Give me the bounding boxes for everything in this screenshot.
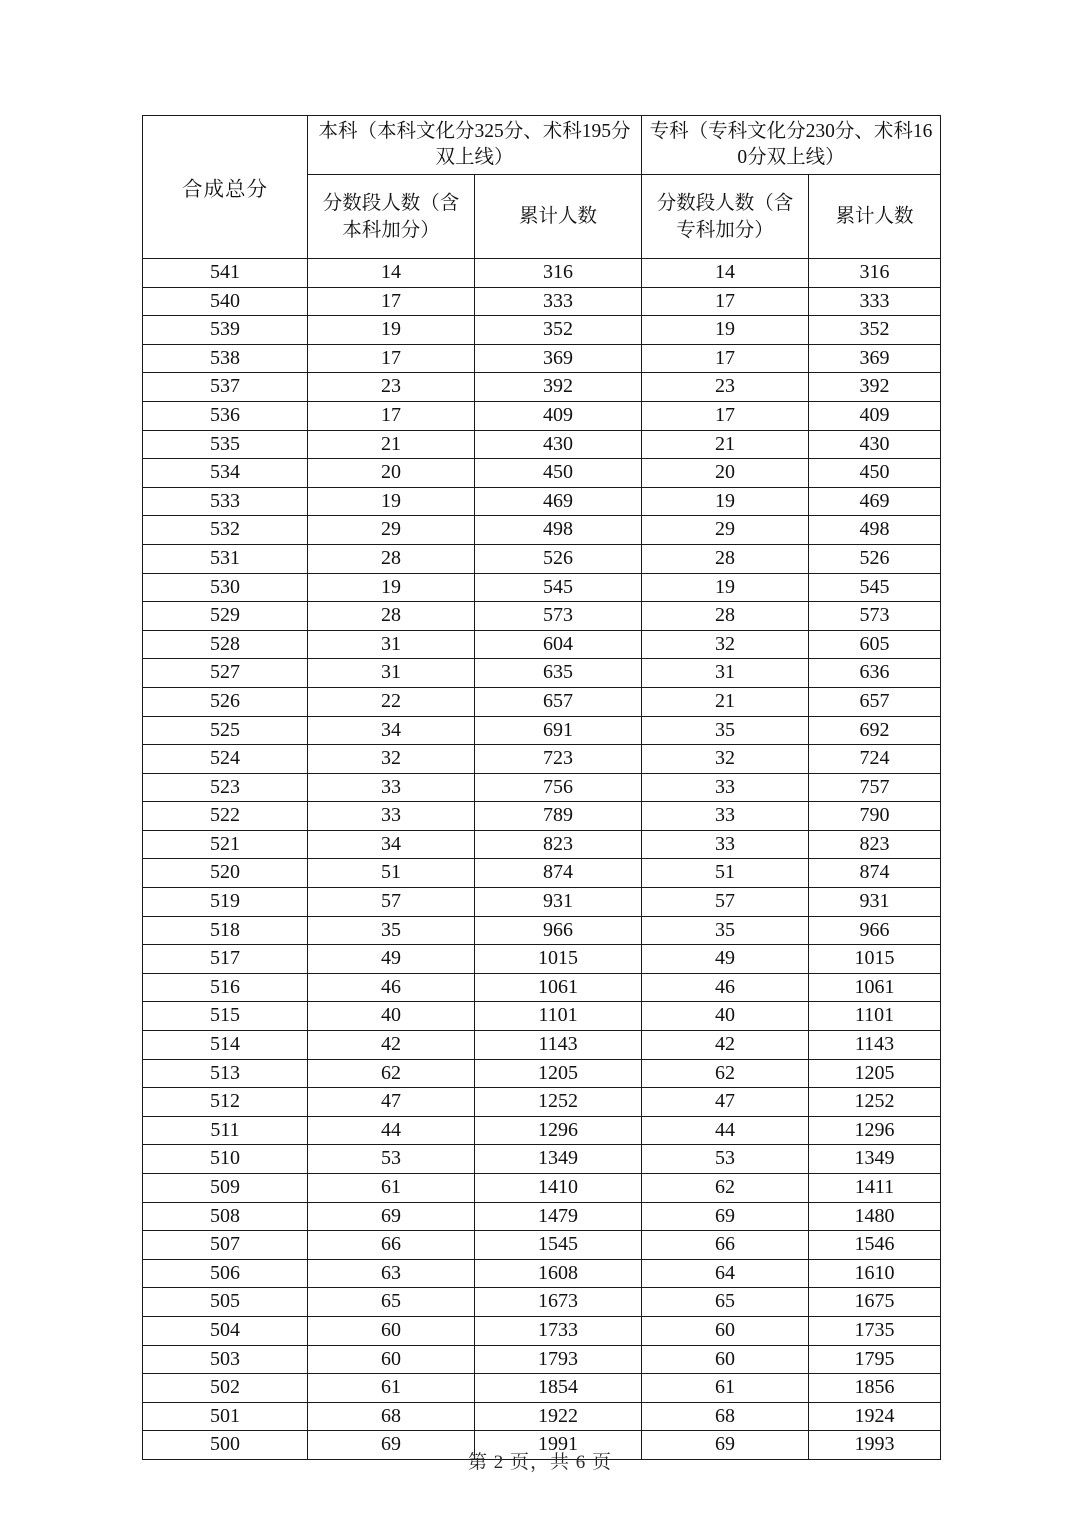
cell-undergraduate-cumulative: 1608 bbox=[475, 1259, 642, 1288]
table-row bbox=[143, 1288, 941, 1317]
cell-vocational-cumulative: 1015 bbox=[809, 945, 941, 974]
cell-vocational-segment-count: 69 bbox=[642, 1431, 809, 1460]
column-group-header-undergraduate bbox=[308, 116, 642, 175]
cell-vocational-cumulative: 823 bbox=[809, 830, 941, 859]
cell-vocational-segment-count: 57 bbox=[642, 888, 809, 917]
cell-total-score: 507 bbox=[143, 1231, 308, 1260]
cell-undergraduate-segment-count: 42 bbox=[308, 1031, 475, 1060]
cell-undergraduate-cumulative: 1410 bbox=[475, 1174, 642, 1203]
column-header-vocational-segment-count bbox=[642, 175, 809, 259]
cell-total-score: 532 bbox=[143, 516, 308, 545]
page-footer: 第 2 页，共 6 页 bbox=[467, 1452, 612, 1473]
table-row bbox=[143, 1002, 941, 1031]
cell-undergraduate-cumulative: 333 bbox=[475, 287, 642, 316]
cell-undergraduate-cumulative: 316 bbox=[475, 259, 642, 288]
cell-vocational-segment-count: 61 bbox=[642, 1374, 809, 1403]
cell-undergraduate-cumulative: 635 bbox=[475, 659, 642, 688]
cell-undergraduate-cumulative: 723 bbox=[475, 745, 642, 774]
cell-total-score: 513 bbox=[143, 1059, 308, 1088]
column-header-undergraduate-cumulative-label: 累计人数 bbox=[519, 206, 598, 227]
cell-vocational-segment-count: 65 bbox=[642, 1288, 809, 1317]
cell-total-score: 539 bbox=[143, 316, 308, 345]
cell-undergraduate-segment-count: 33 bbox=[308, 773, 475, 802]
table-row bbox=[143, 259, 941, 288]
cell-vocational-cumulative: 605 bbox=[809, 630, 941, 659]
cell-vocational-cumulative: 1411 bbox=[809, 1174, 941, 1203]
table-row bbox=[143, 373, 941, 402]
cell-undergraduate-segment-count: 20 bbox=[308, 459, 475, 488]
cell-vocational-cumulative: 392 bbox=[809, 373, 941, 402]
cell-vocational-cumulative: 692 bbox=[809, 716, 941, 745]
cell-undergraduate-cumulative: 1991 bbox=[475, 1431, 642, 1460]
cell-vocational-cumulative: 430 bbox=[809, 430, 941, 459]
cell-undergraduate-segment-count: 68 bbox=[308, 1402, 475, 1431]
cell-vocational-cumulative: 1101 bbox=[809, 1002, 941, 1031]
cell-vocational-cumulative: 498 bbox=[809, 516, 941, 545]
cell-undergraduate-segment-count: 66 bbox=[308, 1231, 475, 1260]
column-header-undergraduate-segment-count-label: 分数段人数（含本科加分） bbox=[322, 192, 460, 241]
cell-vocational-segment-count: 62 bbox=[642, 1174, 809, 1203]
column-header-total-score: 合成总分 bbox=[143, 116, 308, 259]
cell-vocational-cumulative: 1924 bbox=[809, 1402, 941, 1431]
cell-vocational-cumulative: 757 bbox=[809, 773, 941, 802]
cell-vocational-cumulative: 316 bbox=[809, 259, 941, 288]
cell-undergraduate-cumulative: 1922 bbox=[475, 1402, 642, 1431]
cell-vocational-segment-count: 23 bbox=[642, 373, 809, 402]
cell-undergraduate-segment-count: 23 bbox=[308, 373, 475, 402]
cell-vocational-segment-count: 21 bbox=[642, 687, 809, 716]
cell-vocational-segment-count: 20 bbox=[642, 459, 809, 488]
cell-undergraduate-cumulative: 450 bbox=[475, 459, 642, 488]
cell-vocational-cumulative: 790 bbox=[809, 802, 941, 831]
cell-undergraduate-cumulative: 1061 bbox=[475, 973, 642, 1002]
cell-vocational-segment-count: 62 bbox=[642, 1059, 809, 1088]
cell-vocational-cumulative: 1546 bbox=[809, 1231, 941, 1260]
cell-vocational-segment-count: 51 bbox=[642, 859, 809, 888]
cell-undergraduate-cumulative: 1793 bbox=[475, 1345, 642, 1374]
cell-undergraduate-segment-count: 17 bbox=[308, 287, 475, 316]
cell-total-score: 534 bbox=[143, 459, 308, 488]
cell-vocational-segment-count: 17 bbox=[642, 344, 809, 373]
table-row bbox=[143, 687, 941, 716]
cell-undergraduate-cumulative: 789 bbox=[475, 802, 642, 831]
cell-undergraduate-cumulative: 545 bbox=[475, 573, 642, 602]
cell-undergraduate-segment-count: 19 bbox=[308, 573, 475, 602]
cell-vocational-cumulative: 573 bbox=[809, 602, 941, 631]
cell-vocational-segment-count: 33 bbox=[642, 830, 809, 859]
table-row bbox=[143, 659, 941, 688]
cell-undergraduate-cumulative: 931 bbox=[475, 888, 642, 917]
table-row bbox=[143, 945, 941, 974]
cell-undergraduate-segment-count: 33 bbox=[308, 802, 475, 831]
table-row bbox=[143, 745, 941, 774]
table-row bbox=[143, 773, 941, 802]
table-row bbox=[143, 1316, 941, 1345]
table-row bbox=[143, 316, 941, 345]
cell-total-score: 505 bbox=[143, 1288, 308, 1317]
cell-undergraduate-segment-count: 47 bbox=[308, 1088, 475, 1117]
cell-undergraduate-cumulative: 1101 bbox=[475, 1002, 642, 1031]
table-row bbox=[143, 401, 941, 430]
cell-undergraduate-segment-count: 49 bbox=[308, 945, 475, 974]
cell-vocational-segment-count: 14 bbox=[642, 259, 809, 288]
cell-total-score: 502 bbox=[143, 1374, 308, 1403]
cell-vocational-cumulative: 1675 bbox=[809, 1288, 941, 1317]
cell-total-score: 523 bbox=[143, 773, 308, 802]
cell-undergraduate-segment-count: 32 bbox=[308, 745, 475, 774]
table-row bbox=[143, 1202, 941, 1231]
cell-vocational-segment-count: 60 bbox=[642, 1345, 809, 1374]
cell-undergraduate-segment-count: 22 bbox=[308, 687, 475, 716]
cell-undergraduate-segment-count: 34 bbox=[308, 716, 475, 745]
cell-undergraduate-segment-count: 60 bbox=[308, 1316, 475, 1345]
cell-vocational-cumulative: 1349 bbox=[809, 1145, 941, 1174]
cell-vocational-segment-count: 19 bbox=[642, 573, 809, 602]
cell-vocational-segment-count: 28 bbox=[642, 544, 809, 573]
cell-total-score: 519 bbox=[143, 888, 308, 917]
cell-vocational-cumulative: 966 bbox=[809, 916, 941, 945]
cell-undergraduate-cumulative: 369 bbox=[475, 344, 642, 373]
cell-undergraduate-segment-count: 53 bbox=[308, 1145, 475, 1174]
cell-undergraduate-segment-count: 19 bbox=[308, 487, 475, 516]
cell-undergraduate-segment-count: 34 bbox=[308, 830, 475, 859]
cell-total-score: 530 bbox=[143, 573, 308, 602]
score-distribution-table bbox=[142, 115, 941, 1460]
cell-total-score: 520 bbox=[143, 859, 308, 888]
cell-total-score: 509 bbox=[143, 1174, 308, 1203]
column-header-vocational-cumulative-label: 累计人数 bbox=[835, 206, 914, 227]
cell-undergraduate-segment-count: 21 bbox=[308, 430, 475, 459]
cell-vocational-segment-count: 17 bbox=[642, 287, 809, 316]
cell-undergraduate-cumulative: 1143 bbox=[475, 1031, 642, 1060]
cell-vocational-cumulative: 1205 bbox=[809, 1059, 941, 1088]
cell-vocational-segment-count: 66 bbox=[642, 1231, 809, 1260]
cell-vocational-cumulative: 1296 bbox=[809, 1116, 941, 1145]
table-row bbox=[143, 1031, 941, 1060]
table-body bbox=[143, 259, 941, 1460]
cell-undergraduate-segment-count: 65 bbox=[308, 1288, 475, 1317]
cell-total-score: 524 bbox=[143, 745, 308, 774]
cell-vocational-segment-count: 32 bbox=[642, 630, 809, 659]
cell-undergraduate-segment-count: 44 bbox=[308, 1116, 475, 1145]
table-row bbox=[143, 430, 941, 459]
cell-vocational-segment-count: 69 bbox=[642, 1202, 809, 1231]
cell-total-score: 504 bbox=[143, 1316, 308, 1345]
cell-undergraduate-segment-count: 29 bbox=[308, 516, 475, 545]
cell-vocational-segment-count: 32 bbox=[642, 745, 809, 774]
cell-undergraduate-cumulative: 756 bbox=[475, 773, 642, 802]
cell-total-score: 528 bbox=[143, 630, 308, 659]
cell-undergraduate-segment-count: 61 bbox=[308, 1174, 475, 1203]
table-row bbox=[143, 487, 941, 516]
score-distribution-table-container bbox=[142, 115, 940, 1460]
cell-vocational-segment-count: 53 bbox=[642, 1145, 809, 1174]
cell-undergraduate-segment-count: 19 bbox=[308, 316, 475, 345]
cell-undergraduate-segment-count: 63 bbox=[308, 1259, 475, 1288]
cell-vocational-segment-count: 68 bbox=[642, 1402, 809, 1431]
cell-undergraduate-segment-count: 31 bbox=[308, 659, 475, 688]
cell-undergraduate-segment-count: 61 bbox=[308, 1374, 475, 1403]
cell-undergraduate-cumulative: 657 bbox=[475, 687, 642, 716]
table-row bbox=[143, 516, 941, 545]
cell-total-score: 541 bbox=[143, 259, 308, 288]
cell-undergraduate-cumulative: 966 bbox=[475, 916, 642, 945]
column-header-undergraduate-cumulative bbox=[475, 175, 642, 259]
cell-vocational-cumulative: 369 bbox=[809, 344, 941, 373]
table-row bbox=[143, 544, 941, 573]
cell-undergraduate-segment-count: 57 bbox=[308, 888, 475, 917]
cell-undergraduate-segment-count: 51 bbox=[308, 859, 475, 888]
cell-undergraduate-segment-count: 40 bbox=[308, 1002, 475, 1031]
table-header bbox=[143, 116, 941, 259]
cell-vocational-cumulative: 1610 bbox=[809, 1259, 941, 1288]
cell-vocational-segment-count: 35 bbox=[642, 916, 809, 945]
table-row bbox=[143, 1174, 941, 1203]
table-row bbox=[143, 859, 941, 888]
cell-undergraduate-cumulative: 498 bbox=[475, 516, 642, 545]
cell-total-score: 515 bbox=[143, 1002, 308, 1031]
cell-total-score: 514 bbox=[143, 1031, 308, 1060]
cell-total-score: 533 bbox=[143, 487, 308, 516]
cell-vocational-cumulative: 636 bbox=[809, 659, 941, 688]
table-row bbox=[143, 1402, 941, 1431]
cell-undergraduate-segment-count: 17 bbox=[308, 401, 475, 430]
cell-total-score: 510 bbox=[143, 1145, 308, 1174]
cell-total-score: 538 bbox=[143, 344, 308, 373]
cell-undergraduate-cumulative: 1479 bbox=[475, 1202, 642, 1231]
cell-undergraduate-cumulative: 469 bbox=[475, 487, 642, 516]
table-row bbox=[143, 1259, 941, 1288]
cell-vocational-segment-count: 44 bbox=[642, 1116, 809, 1145]
cell-undergraduate-cumulative: 430 bbox=[475, 430, 642, 459]
cell-vocational-segment-count: 28 bbox=[642, 602, 809, 631]
table-row bbox=[143, 1374, 941, 1403]
cell-vocational-segment-count: 49 bbox=[642, 945, 809, 974]
cell-undergraduate-segment-count: 17 bbox=[308, 344, 475, 373]
table-row bbox=[143, 1345, 941, 1374]
cell-total-score: 503 bbox=[143, 1345, 308, 1374]
cell-total-score: 525 bbox=[143, 716, 308, 745]
cell-vocational-cumulative: 1856 bbox=[809, 1374, 941, 1403]
cell-total-score: 526 bbox=[143, 687, 308, 716]
cell-undergraduate-cumulative: 1252 bbox=[475, 1088, 642, 1117]
cell-vocational-segment-count: 33 bbox=[642, 773, 809, 802]
column-header-undergraduate-segment-count bbox=[308, 175, 475, 259]
cell-undergraduate-cumulative: 392 bbox=[475, 373, 642, 402]
table-row bbox=[143, 573, 941, 602]
cell-undergraduate-cumulative: 1296 bbox=[475, 1116, 642, 1145]
cell-undergraduate-cumulative: 573 bbox=[475, 602, 642, 631]
cell-vocational-cumulative: 545 bbox=[809, 573, 941, 602]
cell-undergraduate-cumulative: 691 bbox=[475, 716, 642, 745]
cell-vocational-segment-count: 29 bbox=[642, 516, 809, 545]
cell-undergraduate-segment-count: 69 bbox=[308, 1431, 475, 1460]
cell-undergraduate-cumulative: 352 bbox=[475, 316, 642, 345]
table-row bbox=[143, 1231, 941, 1260]
table-row bbox=[143, 630, 941, 659]
cell-vocational-segment-count: 19 bbox=[642, 316, 809, 345]
table-row bbox=[143, 1116, 941, 1145]
column-header-vocational-segment-count-label: 分数段人数（含专科加分） bbox=[656, 192, 794, 241]
cell-vocational-segment-count: 33 bbox=[642, 802, 809, 831]
cell-vocational-segment-count: 19 bbox=[642, 487, 809, 516]
cell-vocational-segment-count: 40 bbox=[642, 1002, 809, 1031]
cell-total-score: 536 bbox=[143, 401, 308, 430]
cell-total-score: 506 bbox=[143, 1259, 308, 1288]
cell-total-score: 537 bbox=[143, 373, 308, 402]
cell-vocational-cumulative: 1061 bbox=[809, 973, 941, 1002]
cell-undergraduate-cumulative: 1545 bbox=[475, 1231, 642, 1260]
cell-total-score: 529 bbox=[143, 602, 308, 631]
cell-undergraduate-segment-count: 28 bbox=[308, 602, 475, 631]
cell-total-score: 518 bbox=[143, 916, 308, 945]
cell-vocational-segment-count: 17 bbox=[642, 401, 809, 430]
cell-undergraduate-cumulative: 1733 bbox=[475, 1316, 642, 1345]
table-row bbox=[143, 830, 941, 859]
table-row bbox=[143, 1145, 941, 1174]
cell-undergraduate-segment-count: 31 bbox=[308, 630, 475, 659]
cell-vocational-cumulative: 333 bbox=[809, 287, 941, 316]
table-row bbox=[143, 916, 941, 945]
table-row bbox=[143, 1059, 941, 1088]
cell-vocational-cumulative: 1252 bbox=[809, 1088, 941, 1117]
cell-undergraduate-cumulative: 409 bbox=[475, 401, 642, 430]
cell-vocational-cumulative: 526 bbox=[809, 544, 941, 573]
cell-undergraduate-segment-count: 28 bbox=[308, 544, 475, 573]
cell-total-score: 535 bbox=[143, 430, 308, 459]
cell-vocational-cumulative: 657 bbox=[809, 687, 941, 716]
table-row bbox=[143, 888, 941, 917]
cell-vocational-cumulative: 1735 bbox=[809, 1316, 941, 1345]
cell-vocational-segment-count: 60 bbox=[642, 1316, 809, 1345]
cell-undergraduate-segment-count: 46 bbox=[308, 973, 475, 1002]
cell-vocational-cumulative: 1795 bbox=[809, 1345, 941, 1374]
cell-undergraduate-cumulative: 604 bbox=[475, 630, 642, 659]
cell-vocational-cumulative: 1480 bbox=[809, 1202, 941, 1231]
cell-undergraduate-cumulative: 1015 bbox=[475, 945, 642, 974]
table-row bbox=[143, 344, 941, 373]
table-row bbox=[143, 459, 941, 488]
cell-total-score: 517 bbox=[143, 945, 308, 974]
cell-total-score: 527 bbox=[143, 659, 308, 688]
cell-total-score: 531 bbox=[143, 544, 308, 573]
cell-total-score: 522 bbox=[143, 802, 308, 831]
cell-vocational-segment-count: 31 bbox=[642, 659, 809, 688]
cell-undergraduate-cumulative: 823 bbox=[475, 830, 642, 859]
cell-total-score: 516 bbox=[143, 973, 308, 1002]
table-header-group-row bbox=[143, 116, 941, 175]
cell-vocational-segment-count: 46 bbox=[642, 973, 809, 1002]
cell-undergraduate-cumulative: 1854 bbox=[475, 1374, 642, 1403]
cell-undergraduate-cumulative: 526 bbox=[475, 544, 642, 573]
cell-total-score: 521 bbox=[143, 830, 308, 859]
cell-vocational-cumulative: 931 bbox=[809, 888, 941, 917]
cell-vocational-segment-count: 21 bbox=[642, 430, 809, 459]
cell-undergraduate-cumulative: 874 bbox=[475, 859, 642, 888]
column-header-vocational-cumulative bbox=[809, 175, 941, 259]
cell-undergraduate-segment-count: 69 bbox=[308, 1202, 475, 1231]
cell-vocational-cumulative: 1143 bbox=[809, 1031, 941, 1060]
cell-vocational-segment-count: 64 bbox=[642, 1259, 809, 1288]
cell-vocational-segment-count: 47 bbox=[642, 1088, 809, 1117]
cell-total-score: 512 bbox=[143, 1088, 308, 1117]
cell-undergraduate-segment-count: 35 bbox=[308, 916, 475, 945]
cell-undergraduate-segment-count: 60 bbox=[308, 1345, 475, 1374]
cell-total-score: 501 bbox=[143, 1402, 308, 1431]
column-group-header-vocational bbox=[642, 116, 941, 175]
cell-vocational-cumulative: 469 bbox=[809, 487, 941, 516]
table-row bbox=[143, 1088, 941, 1117]
cell-vocational-cumulative: 409 bbox=[809, 401, 941, 430]
cell-undergraduate-cumulative: 1349 bbox=[475, 1145, 642, 1174]
table-row bbox=[143, 802, 941, 831]
cell-vocational-cumulative: 450 bbox=[809, 459, 941, 488]
cell-vocational-cumulative: 352 bbox=[809, 316, 941, 345]
cell-vocational-cumulative: 1993 bbox=[809, 1431, 941, 1460]
cell-undergraduate-segment-count: 62 bbox=[308, 1059, 475, 1088]
cell-undergraduate-segment-count: 14 bbox=[308, 259, 475, 288]
table-row bbox=[143, 602, 941, 631]
cell-total-score: 540 bbox=[143, 287, 308, 316]
cell-vocational-cumulative: 874 bbox=[809, 859, 941, 888]
column-group-header-vocational-label: 专科（专科文化分230分、术科160分双上线） bbox=[649, 121, 933, 168]
cell-undergraduate-cumulative: 1205 bbox=[475, 1059, 642, 1088]
cell-total-score: 508 bbox=[143, 1202, 308, 1231]
cell-vocational-cumulative: 724 bbox=[809, 745, 941, 774]
cell-vocational-segment-count: 42 bbox=[642, 1031, 809, 1060]
cell-total-score: 511 bbox=[143, 1116, 308, 1145]
cell-undergraduate-cumulative: 1673 bbox=[475, 1288, 642, 1317]
table-row bbox=[143, 973, 941, 1002]
cell-total-score: 500 bbox=[143, 1431, 308, 1460]
table-row bbox=[143, 716, 941, 745]
cell-vocational-segment-count: 35 bbox=[642, 716, 809, 745]
column-group-header-undergraduate-label: 本科（本科文化分325分、术科195分双上线） bbox=[318, 121, 631, 168]
table-row bbox=[143, 287, 941, 316]
